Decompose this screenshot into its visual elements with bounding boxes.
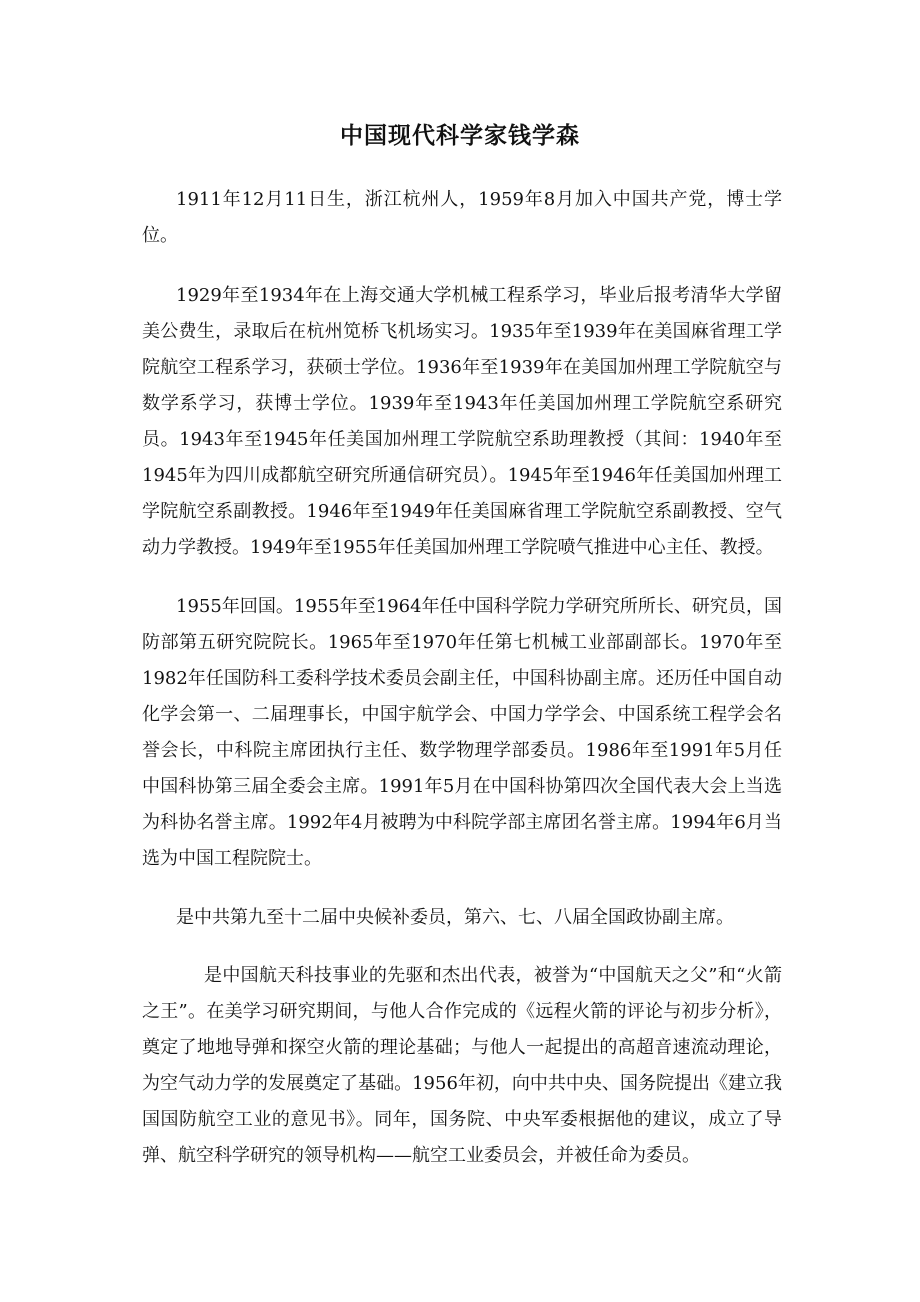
paragraph-career-china: 1955年回国。1955年至1964年任中国科学院力学研究所所长、研究员，国防部第五研究院院长。1965年至1970年任第七机械工业部副部长。1970年至1982年任国防科工委科学技术委员会副主任，中国科协副主席。还历任中国自动化学会第一、二届理事长，中国宇航学会、中国力学学会、中国系统工程学会名誉会长，中科院主席团执行主任、数学物理学部委员。1986年至1991年5月任中国科协第三届全委会主席。1991年5月在中国科协第四次全国代表大会上当选为科协名誉主席。1992年4月被聘为中科院学部主席团名誉主席。1994年6月当选为中国工程院院士。 bbox=[142, 596, 782, 869]
paragraph-education-career-usa: 1929年至1934年在上海交通大学机械工程系学习，毕业后报考清华大学留美公费生，录取后在杭州笕桥飞机场实习。1935年至1939年在美国麻省理工学院航空工程系学习，获硕士学位。1936年至1939年在美国加州理工学院航空与数学系学习，获博士学位。1939年至1943年任美国加州理工学院航空系研究员。1943年至1945年任美国加州理工学院航空系助理教授（其间：1940年至1945年为四川成都航空研究所通信研究员）。1945年至1946年任美国加州理工学院航空系副教授。1946年至1949年任美国麻省理工学院航空系副教授、空气动力学教授。1949年至1955年任美国加州理工学院喷气推进中心主任、教授。 bbox=[142, 285, 782, 558]
paragraph-political-roles: 是中共第九至十二届中央候补委员，第六、七、八届全国政协副主席。 bbox=[176, 907, 734, 928]
paragraph-birth-info: 1911年12月11日生，浙江杭州人，1959年8月加入中国共产党，博士学位。 bbox=[142, 189, 782, 246]
page-title: 中国现代科学家钱学森 bbox=[340, 122, 580, 149]
paragraph-contributions: 是中国航天科技事业的先驱和杰出代表，被誉为“中国航天之父”和“火箭之王”。在美学习研究期间，与他人合作完成的《远程火箭的评论与初步分析》，奠定了地地导弹和探空火箭的理论基础；与他人一起提出的高超音速流动理论，为空气动力学的发展奠定了基础。1956年初，向中共中央、国务院提出《建立我国国防航空工业的意见书》。同年，国务院、中央军委根据他的建议，成立了导弹、航空科学研究的领导机构——航空工业委员会，并被任命为委员。 bbox=[142, 965, 782, 1166]
